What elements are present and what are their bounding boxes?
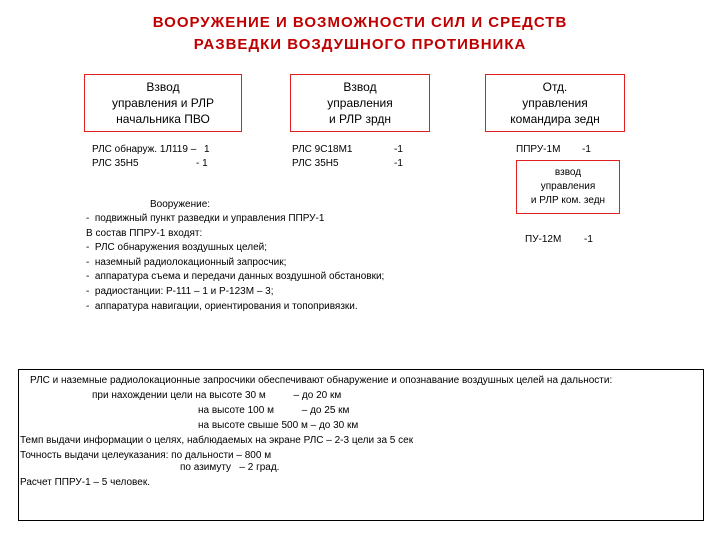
summary-line: Темп выдачи информации о целях, наблюдаемых на экране РЛС – 2-3 цели за 5 сек (20, 435, 414, 446)
equipment-middle-count: -1 (394, 158, 403, 169)
summary-line: РЛС и наземные радиолокационные запросчики обеспечивают обнаружение и опознавание воздушных целей на дальности: (30, 375, 613, 386)
equipment-right-name: ППРУ-1М (516, 144, 561, 155)
box-line: Отд. (542, 80, 568, 94)
box-line: и РЛР ком. зедн (530, 195, 606, 206)
summary-line: на высоте свыше 500 м – до 30 км (198, 420, 359, 431)
equipment-right-name: ПУ-12М (525, 234, 562, 245)
list-item: - РЛС обнаружения воздушных целей; (86, 242, 268, 254)
box-line: управления и РЛР (111, 96, 215, 110)
list-item: В состав ППРУ-1 входят: (86, 227, 203, 239)
summary-line: Точность выдачи целеуказания: по дальности – 800 м (20, 450, 272, 461)
page-title-line1: ВООРУЖЕНИЕ И ВОЗМОЖНОСТИ СИЛ И СРЕДСТВ (152, 14, 568, 31)
box-line: Взвод (343, 80, 377, 94)
equipment-left-count: - 1 (196, 158, 208, 169)
list-item: - наземный радиолокационный запросчик; (86, 256, 287, 268)
box-line: управления (522, 96, 588, 110)
box-line: взвод (554, 167, 582, 178)
box-line: управления (540, 181, 596, 192)
equipment-middle-name: РЛС 9С18М1 (292, 144, 353, 155)
box-line: управления (327, 96, 393, 110)
list-item: - радиостанции: Р-111 – 1 и Р-123М – 3; (86, 285, 274, 297)
summary-line: при нахождении цели на высоте 30 м – до 20 км (92, 390, 342, 401)
summary-line: по азимуту – 2 град. (180, 462, 280, 473)
armament-list (86, 212, 384, 314)
box-line: и РЛР зрдн (328, 112, 392, 126)
equipment-right-count: -1 (584, 234, 593, 245)
box-platoon-zrdn (290, 74, 430, 132)
box-small-platoon (516, 160, 620, 214)
summary-line: на высоте 100 м – до 25 км (198, 405, 350, 416)
box-line: Взвод (146, 80, 180, 94)
box-command-zedn (485, 74, 625, 132)
equipment-middle-name: РЛС 35Н5 (292, 158, 339, 169)
list-item: - аппаратура навигации, ориентирования и топопривязки. (86, 300, 358, 312)
page-title-line2: РАЗВЕДКИ ВОЗДУШНОГО ПРОТИВНИКА (193, 36, 527, 53)
equipment-right-count: -1 (582, 144, 591, 155)
equipment-left-name: РЛС 35Н5 (92, 158, 139, 169)
box-line: командира зедн (510, 112, 600, 126)
armament-heading: Вооружение: (150, 199, 211, 210)
equipment-middle-count: -1 (394, 144, 403, 155)
box-platoon-pvo (84, 74, 242, 132)
list-item: - аппаратура съема и передачи данных воздушной обстановки; (86, 271, 385, 283)
box-line: начальника ПВО (116, 112, 210, 126)
equipment-left-name: РЛС обнаруж. 1Л119 – (92, 144, 197, 155)
equipment-left-count: 1 (204, 144, 210, 155)
list-item: - подвижный пункт разведки и управления ППРУ-1 (86, 213, 325, 224)
summary-line: Расчет ППРУ-1 – 5 человек. (20, 477, 150, 488)
